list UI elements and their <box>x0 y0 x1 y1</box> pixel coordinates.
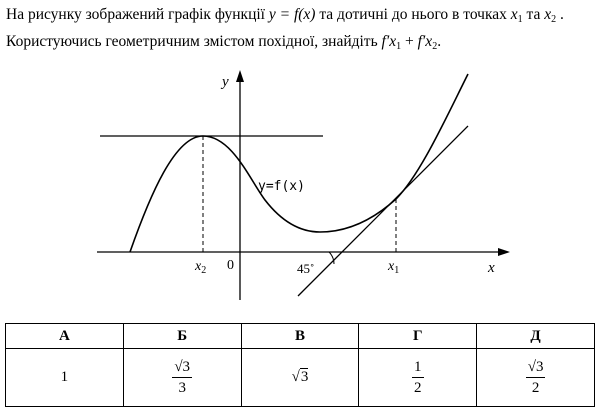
answer-header-a: А <box>6 324 124 349</box>
answer-c-radicand: 3 <box>300 369 309 385</box>
question-end: . <box>437 33 442 50</box>
answer-option-c[interactable] <box>241 349 359 407</box>
derivative-term-1: f′x <box>381 33 397 50</box>
x-axis-arrow <box>498 248 510 256</box>
x1-tick-label: $x_1$ <box>388 259 400 276</box>
tangent-line-x1 <box>298 126 468 296</box>
answer-c-radical-sign: √ <box>291 369 300 385</box>
answer-e-denominator: 2 <box>531 380 540 396</box>
derivative-term-1-sub: 1 <box>396 41 402 52</box>
question-text <box>6 4 594 58</box>
answer-d-denominator: 2 <box>414 380 422 396</box>
answer-b-denominator: 3 <box>178 380 186 396</box>
derivative-term-2-sub: 2 <box>432 41 438 52</box>
answer-header-e: Д <box>477 324 595 349</box>
answer-d-fraction <box>412 358 424 397</box>
answer-e-fraction <box>526 358 546 397</box>
function-notation: y = f(x) <box>268 6 316 23</box>
point-x1-sub: 1 <box>517 14 523 25</box>
function-curve <box>130 74 468 252</box>
answer-b-fraction <box>172 358 192 397</box>
answer-values-row <box>6 349 595 407</box>
answer-b-numerator: √3 <box>172 358 192 378</box>
question-and: та <box>522 6 545 23</box>
answer-header-b: Б <box>123 324 241 349</box>
answer-header-c: В <box>241 324 359 349</box>
answer-header-row <box>6 324 595 349</box>
derivative-term-2: f′x <box>417 33 433 50</box>
point-x2-sub: 2 <box>551 14 557 25</box>
x2-tick-label: $x_2$ <box>195 259 207 276</box>
plus-sign: + <box>401 33 418 50</box>
question-part3: . Користуючись геометричним змістом похідної, знайдіть <box>6 6 564 50</box>
curve-label: y=f(x) <box>258 179 305 194</box>
answer-a-value: 1 <box>60 369 69 385</box>
y-axis-arrow <box>236 70 244 82</box>
question-part1: На рисунку зображений графік функції <box>6 6 269 23</box>
answer-table <box>5 323 595 407</box>
answer-c-sqrt <box>292 368 309 385</box>
answer-option-e[interactable] <box>477 349 595 407</box>
point-x2: x <box>544 6 552 23</box>
function-graph <box>0 60 600 320</box>
answer-option-a[interactable] <box>6 349 124 407</box>
point-x1: x <box>510 6 518 23</box>
x-axis-label: x <box>488 260 495 276</box>
origin-label: 0 <box>227 258 234 273</box>
angle-label: 45˚ <box>297 261 315 276</box>
answer-option-d[interactable] <box>359 349 477 407</box>
answer-option-b[interactable] <box>123 349 241 407</box>
question-part2: та дотичні до нього в точках <box>315 6 511 23</box>
answer-d-numerator: 1 <box>412 358 424 378</box>
answer-header-d: Г <box>359 324 477 349</box>
answer-e-numerator: √3 <box>526 358 546 378</box>
y-axis-label: y <box>222 74 229 90</box>
